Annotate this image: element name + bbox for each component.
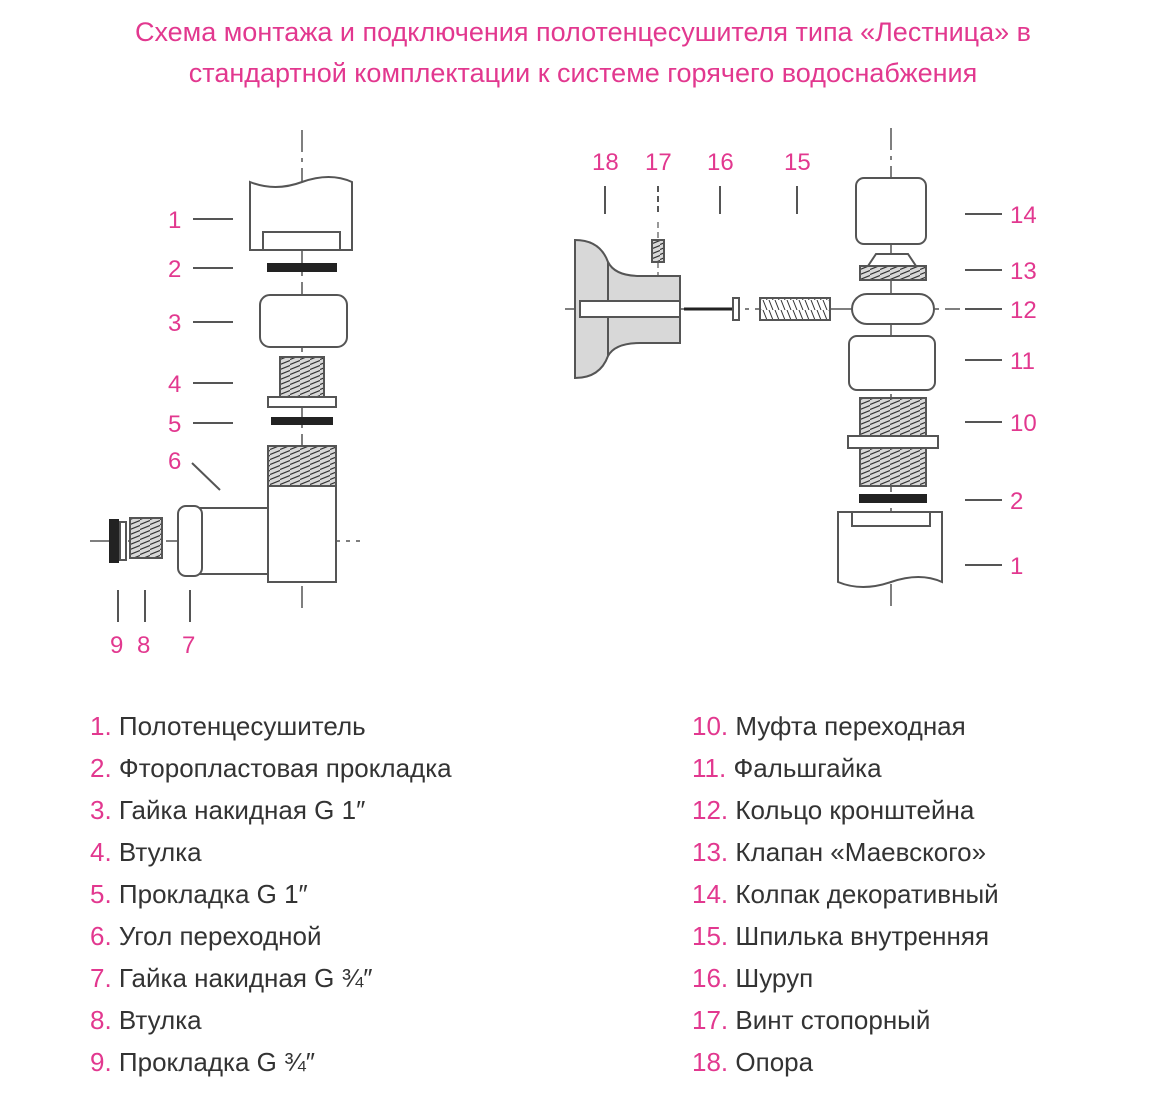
callout-4: 4 xyxy=(168,371,182,398)
legend-item-number: 1. xyxy=(90,711,112,741)
inner-stud xyxy=(760,298,830,320)
legend-item-number: 4. xyxy=(90,837,112,867)
gasket-g34-outer xyxy=(110,520,118,562)
legend-item-number: 6. xyxy=(90,921,112,951)
right-assembly xyxy=(565,128,1002,610)
legend-item xyxy=(692,999,999,1041)
leader-6 xyxy=(192,463,220,490)
legend-item-label: Шпилька внутренняя xyxy=(735,921,990,951)
callout-2: 2 xyxy=(168,256,182,283)
legend-item-number: 17. xyxy=(692,1005,729,1035)
legend-item xyxy=(692,705,999,747)
callout-12: 12 xyxy=(1010,297,1037,324)
legend-item-label: Гайка накидная G 1″ xyxy=(118,795,366,825)
legend-item-label: Кольцо кронштейна xyxy=(735,795,975,825)
callout-3: 3 xyxy=(168,310,182,337)
legend-item xyxy=(90,957,452,999)
towel-dryer-pipe-right-flange xyxy=(852,512,930,526)
legend-item xyxy=(90,999,452,1041)
legend-item-number: 9. xyxy=(90,1047,112,1077)
legend-item xyxy=(692,789,999,831)
mayevsky-valve-body xyxy=(860,266,926,280)
legend-item xyxy=(90,915,452,957)
legend-item xyxy=(692,873,999,915)
legend-item-label: Клапан «Маевского» xyxy=(735,837,987,867)
legend-item xyxy=(90,789,452,831)
callout-14: 14 xyxy=(1010,202,1037,229)
callout-17: 17 xyxy=(645,149,672,176)
legend-item xyxy=(90,873,452,915)
legend-item xyxy=(692,957,999,999)
legend-item-number: 18. xyxy=(692,1047,729,1077)
callout-13: 13 xyxy=(1010,258,1037,285)
towel-dryer-pipe-flange xyxy=(263,232,340,250)
callout-5: 5 xyxy=(168,411,182,438)
mayevsky-valve-top xyxy=(868,254,916,266)
union-nut-g34 xyxy=(178,506,202,576)
callout-1: 1 xyxy=(168,207,182,234)
union-nut-g1 xyxy=(260,295,347,347)
legend-item-label: Втулка xyxy=(118,837,202,867)
legend-item-number: 2. xyxy=(90,753,112,783)
sleeve-small xyxy=(130,518,162,558)
legend-item-label: Втулка xyxy=(118,1005,202,1035)
decorative-cap xyxy=(856,178,926,244)
legend-item xyxy=(692,831,999,873)
callout-11: 11 xyxy=(1010,348,1035,375)
legend-item-number: 8. xyxy=(90,1005,112,1035)
ptfe-gasket xyxy=(268,264,336,271)
legend-item-number: 10. xyxy=(692,711,729,741)
legend-item-label: Муфта переходная xyxy=(735,711,966,741)
legend-item xyxy=(90,705,452,747)
legend-item-number: 13. xyxy=(692,837,729,867)
legend-item-number: 7. xyxy=(90,963,112,993)
legend-right xyxy=(692,705,999,1083)
legend-item xyxy=(692,915,999,957)
legend-item-number: 5. xyxy=(90,879,112,909)
legend-item-label: Фторопластовая прокладка xyxy=(118,753,452,783)
legend-item-number: 14. xyxy=(692,879,729,909)
legend-item-label: Колпак декоративный xyxy=(735,879,999,909)
callout-2-right: 2 xyxy=(1010,488,1024,515)
legend-item-number: 15. xyxy=(692,921,729,951)
adapter-coupling-upper xyxy=(860,398,926,436)
legend-item-number: 12. xyxy=(692,795,729,825)
legend-item xyxy=(90,747,452,789)
adapter-coupling-lower xyxy=(860,448,926,486)
legend-item-number: 11. xyxy=(692,753,727,783)
legend-item-label: Гайка накидная G ¾″ xyxy=(118,963,373,993)
callout-7: 7 xyxy=(182,632,196,659)
adapter-elbow-thread xyxy=(268,446,336,486)
callout-6: 6 xyxy=(168,448,182,475)
sleeve-collar xyxy=(268,397,336,407)
callout-8: 8 xyxy=(137,632,151,659)
legend-item-label: Прокладка G 1″ xyxy=(118,879,308,909)
adapter-elbow-branch xyxy=(198,508,268,574)
callout-16: 16 xyxy=(707,149,734,176)
false-nut xyxy=(849,336,935,390)
legend-item-label: Опора xyxy=(735,1047,814,1077)
legend-item-label: Угол переходной xyxy=(118,921,322,951)
legend-item-number: 16. xyxy=(692,963,729,993)
legend-left xyxy=(90,705,452,1083)
legend-item-label: Фальшгайка xyxy=(733,753,882,783)
gasket-g1 xyxy=(272,418,332,424)
ptfe-gasket-right xyxy=(860,495,926,502)
legend-item xyxy=(692,1041,999,1083)
legend-item xyxy=(90,831,452,873)
callout-9: 9 xyxy=(110,632,124,659)
adapter-coupling-collar xyxy=(848,436,938,448)
sleeve xyxy=(280,357,324,397)
callout-15: 15 xyxy=(784,149,811,176)
set-screw xyxy=(652,240,664,262)
legend-item-label: Винт стопорный xyxy=(735,1005,931,1035)
legend-item xyxy=(90,1041,452,1083)
legend-item-label: Полотенцесушитель xyxy=(118,711,366,741)
legend-item-number: 3. xyxy=(90,795,112,825)
legend-item xyxy=(692,747,999,789)
left-callouts xyxy=(110,207,195,659)
callout-18: 18 xyxy=(592,149,619,176)
legend-item-label: Прокладка G ¾″ xyxy=(118,1047,315,1077)
title-line-2: стандартной комплектации к системе горячего водоснабжения xyxy=(188,58,978,88)
support-bore xyxy=(580,301,680,317)
legend-item-label: Шуруп xyxy=(735,963,814,993)
bracket-ring xyxy=(852,294,934,324)
left-assembly xyxy=(90,130,360,622)
adapter-elbow-body xyxy=(268,486,336,582)
screw-head xyxy=(733,298,739,320)
callout-1-right: 1 xyxy=(1010,553,1024,580)
gasket-g34-inner xyxy=(120,522,126,560)
callout-10: 10 xyxy=(1010,410,1037,437)
title-line-1: Схема монтажа и подключения полотенцесушителя типа «Лестница» в xyxy=(134,17,1032,47)
